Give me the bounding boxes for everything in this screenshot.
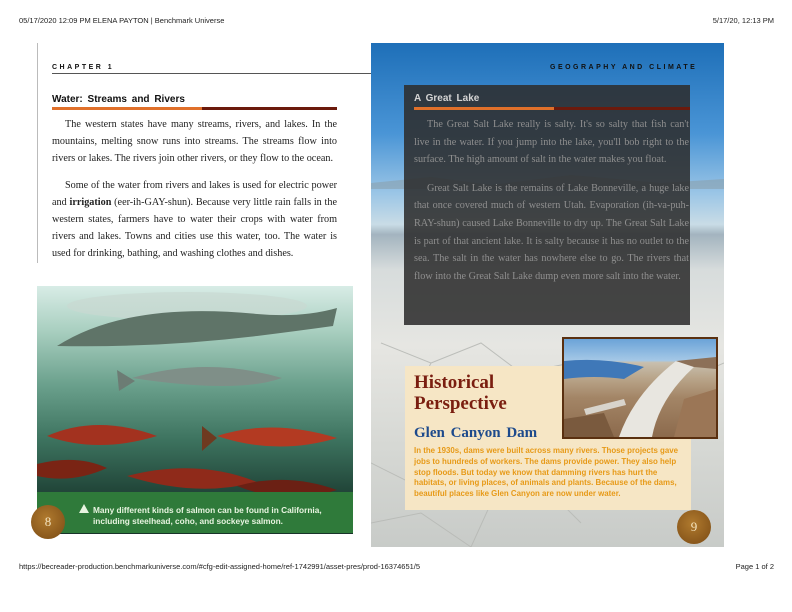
panel-paragraph-1: The Great Salt Lake really is salty. It's so salty that fish can't live in the water. If you jump into the lake, you'll bob right to the surface. The high amount of salt in the water makes you float.: [414, 119, 689, 166]
historical-perspective-title: Historical Perspective: [414, 372, 507, 414]
paragraph-2: [52, 177, 337, 262]
panel-bar-orange: [414, 107, 554, 110]
page-number-badge-right: [677, 510, 711, 544]
title-bar-dark: [202, 107, 337, 110]
caption-triangle-icon: [79, 504, 89, 513]
chapter-label: CHAPTER 1: [52, 64, 115, 71]
panel-paragraph-2: Great Salt Lake is the remains of Lake Bonneville, a huge lake that once covered much of western Utah. Evaporation (ih-va-puh-RAY-shun) caused Lake Bonneville to dry up. The Great Salt Lake is part of that ancient lake. It is salty because it has no outlet to the sea. The salt in the water has nowhere else to go. The rivers that flow into the Great Salt Lake dump even more salt into the water.: [414, 182, 689, 282]
page-number-right: 9: [690, 519, 698, 534]
page-number-badge: [31, 505, 65, 539]
paragraph-2-end: (eer-ih-GAY-shun). Because very little rain falls in the western states, farmers have to water their crops with water from rivers and lakes. Towns and cities use this water, too. The water is used for drinking, bathing, and washing clothes and dishes.: [52, 197, 337, 259]
title-bar-orange: [52, 107, 202, 110]
panel-title: A Great Lake: [414, 93, 480, 104]
panel-bar-dark: [554, 107, 690, 110]
glossary-term-irrigation: irrigation: [69, 197, 112, 208]
print-footer-page: Page 1 of 2: [735, 562, 774, 571]
page-edge: [37, 43, 38, 263]
left-page: [37, 43, 355, 547]
section-title: Water: Streams and Rivers: [52, 94, 185, 105]
dam-illustration: [564, 339, 716, 437]
paragraph-1: The western states have many streams, rivers, and lakes. In the mountains, melting snow runs into streams. The streams flow into rivers or lakes. The rivers join other rivers, or they flow to the ocean.: [52, 119, 337, 164]
photo-caption: Many different kinds of salmon can be found in California, including steelhead, coho, and sockeye salmon.: [93, 505, 322, 526]
print-header-left: 05/17/2020 12:09 PM ELENA PAYTON | Benchmark Universe: [19, 16, 225, 25]
page-number: 8: [44, 514, 52, 529]
print-footer-url: https://becreader-production.benchmarkuniverse.com/#cfg-edit-assigned-home/ref-1742991/asset-pres/prod-16374651/5: [19, 562, 421, 571]
historical-perspective-text: In the 1930s, dams were built across many rivers. Those projects gave jobs to hundreds of workers. The dams provide power. They also help stop floods. But today we know that damming rivers has hurt the habitats, or living places, of animals and plants. Because of the dams, beautiful places like Glen Canyon are now under water.: [414, 446, 679, 499]
print-header-right: 5/17/20, 12:13 PM: [712, 16, 774, 25]
body-text: [52, 116, 337, 272]
glen-canyon-heading: Glen Canyon Dam: [414, 425, 538, 441]
paragraph-2-start: Some of the water from rivers and lakes is used for electric power and: [52, 180, 337, 208]
panel-text: [414, 116, 689, 296]
running-head: GEOGRAPHY AND CLIMATE: [550, 64, 698, 71]
glen-canyon-dam-photo: [562, 337, 718, 439]
